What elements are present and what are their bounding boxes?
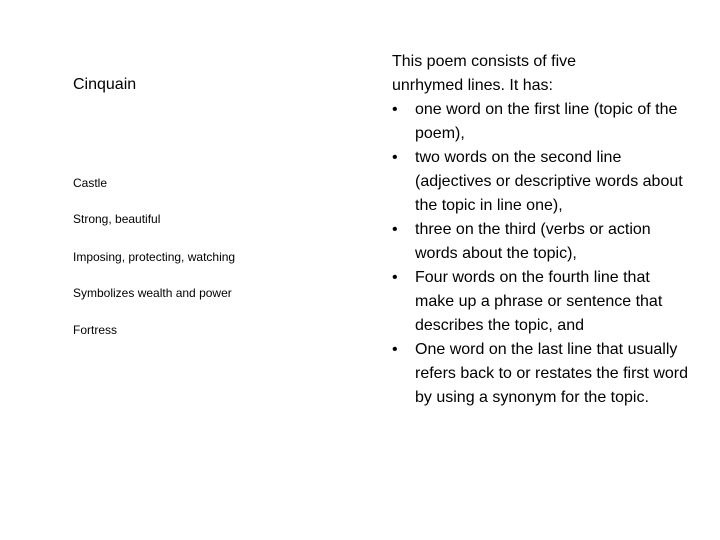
rule-text-3: three on the third (verbs or action words about the topic), <box>415 221 651 262</box>
intro-line-2: unrhymed lines. It has: <box>392 77 553 94</box>
explanation-column <box>392 50 692 410</box>
rule-text-1: one word on the first line (topic of the poem), <box>415 101 678 142</box>
intro-line-1: This poem consists of five <box>392 53 577 70</box>
rule-text-5: One word on the last line that usually refers back to or restates the first word by using a synonym for the topic. <box>415 341 688 406</box>
intro-text <box>392 50 692 98</box>
bullet-icon: • <box>392 149 398 166</box>
rule-item-2 <box>392 146 692 218</box>
poem-line-2: Strong, beautiful <box>73 212 161 226</box>
rule-item-1 <box>392 98 692 146</box>
poem-line-4: Symbolizes wealth and power <box>73 286 232 300</box>
rule-item-3 <box>392 218 692 266</box>
bullet-icon: • <box>392 221 398 238</box>
rule-item-4 <box>392 266 692 338</box>
rule-text-4: Four words on the fourth line that make up a phrase or sentence that describes the topic, and <box>415 269 663 334</box>
poem-line-3: Imposing, protecting, watching <box>73 250 236 264</box>
bullet-icon: • <box>392 341 398 358</box>
bullet-icon: • <box>392 101 398 118</box>
poem-title: Cinquain <box>73 76 137 93</box>
rules-list <box>392 98 692 410</box>
rule-text-2: two words on the second line (adjectives or descriptive words about the topic in line one), <box>415 149 683 214</box>
bullet-icon: • <box>392 269 398 286</box>
poem-line-5: Fortress <box>73 323 118 337</box>
rule-item-5 <box>392 338 692 410</box>
poem-line-1: Castle <box>73 176 108 190</box>
